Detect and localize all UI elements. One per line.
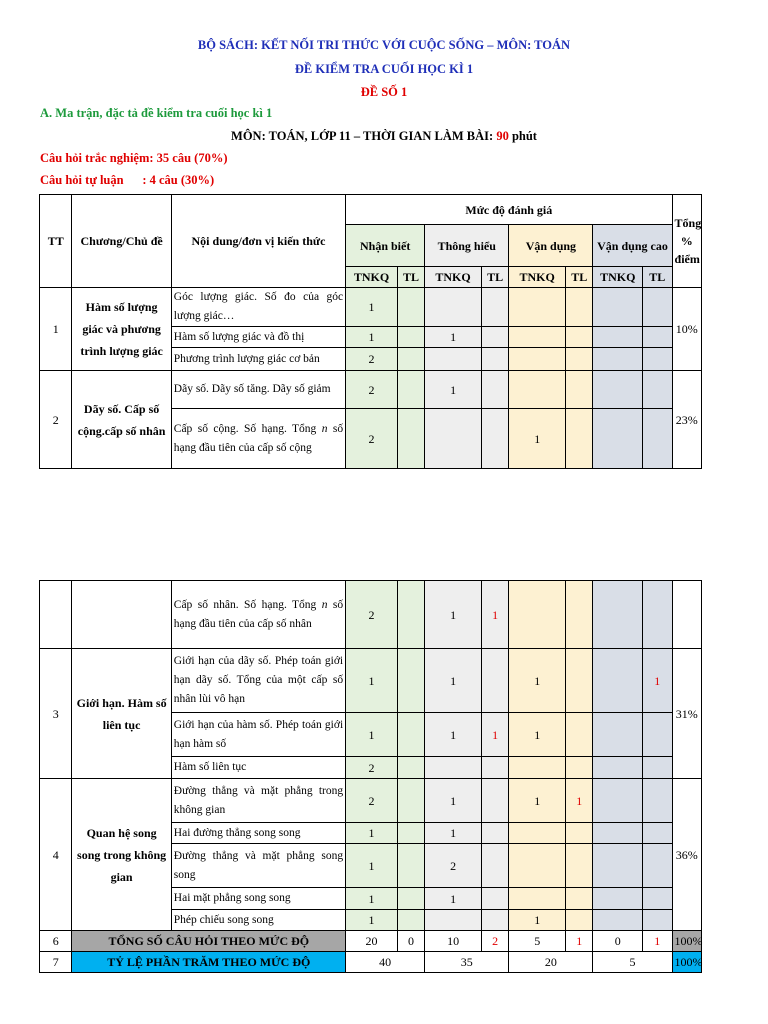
ratio-nb: 40 — [346, 952, 425, 973]
cell-empty — [566, 409, 593, 469]
content-part: số hạng đầu tiên của cấp số nhân — [173, 598, 344, 630]
cell-empty — [509, 348, 566, 371]
cell-empty — [397, 888, 424, 910]
cell-empty — [481, 409, 508, 469]
cell-empty — [509, 823, 566, 844]
minutes-unit: phút — [511, 129, 537, 143]
cell-vd: 1 — [509, 713, 566, 757]
table-row — [40, 288, 702, 327]
cell-nb: 1 — [346, 288, 398, 327]
matrix-table-page1 — [39, 194, 702, 469]
cell-nb: 2 — [346, 348, 398, 371]
cell-empty — [397, 288, 424, 327]
cell-empty — [643, 581, 672, 649]
cell-empty — [397, 757, 424, 779]
cell-empty — [397, 713, 424, 757]
cell-empty — [481, 371, 508, 409]
cell-empty — [566, 757, 593, 779]
cell-th: 2 — [425, 844, 482, 888]
cell-empty — [643, 823, 672, 844]
cell-empty — [397, 823, 424, 844]
cell-empty — [643, 288, 672, 327]
cell-empty — [397, 910, 424, 931]
cell-empty — [593, 757, 643, 779]
cell-empty — [481, 844, 508, 888]
th-tnkq: TNKQ — [425, 267, 482, 288]
exam-minutes: 90 — [496, 129, 509, 143]
level-vdc: Vận dụng cao — [593, 225, 672, 267]
ratio-pct: 100% — [672, 952, 702, 973]
cell-empty — [643, 844, 672, 888]
cell-th: 1 — [425, 823, 482, 844]
table-row — [40, 581, 702, 649]
total-vdc-tl: 1 — [643, 931, 672, 952]
cell-vd: 1 — [509, 409, 566, 469]
cell-empty — [593, 779, 643, 823]
ratio-vdc: 5 — [593, 952, 672, 973]
cell-empty — [643, 910, 672, 931]
cell-empty — [509, 844, 566, 888]
cell-empty — [672, 581, 702, 649]
cell-empty — [425, 757, 482, 779]
total-th-tnkq: 10 — [425, 931, 482, 952]
cell-empty — [509, 288, 566, 327]
cell-empty — [481, 757, 508, 779]
row-content: Đường thẳng và mặt phẳng song song — [171, 844, 345, 888]
vd-tl: TL — [566, 267, 593, 288]
total-label: TỔNG SỐ CÂU HỎI THEO MỨC ĐỘ — [72, 931, 346, 952]
row-total: 36% — [672, 779, 702, 931]
content-part: Cấp số cộng. Số hạng. Tổng — [173, 422, 322, 435]
cell-empty — [566, 371, 593, 409]
cell-nb: 1 — [346, 327, 398, 348]
cell-empty — [40, 581, 72, 649]
cell-nb: 2 — [346, 409, 398, 469]
cell-nb: 1 — [346, 649, 398, 713]
cell-empty — [397, 649, 424, 713]
row-content: Giới hạn của dãy số. Phép toán giới hạn dãy số. Tổng của một cấp số nhân lùi vô hạn — [171, 649, 345, 713]
cell-empty — [481, 327, 508, 348]
row-tt: 7 — [40, 952, 72, 973]
total-vd-tnkq: 5 — [509, 931, 566, 952]
subject-line — [0, 129, 768, 144]
matrix-table-page2 — [39, 580, 702, 973]
cell-th: 1 — [425, 779, 482, 823]
cell-empty — [509, 581, 566, 649]
cell-empty — [643, 779, 672, 823]
cell-th: 1 — [425, 327, 482, 348]
row-content: Dãy số. Dãy số tăng. Dãy số giảm — [171, 371, 345, 409]
cell-th-tl: 1 — [481, 713, 508, 757]
exam-number: ĐỀ SỐ 1 — [360, 85, 408, 99]
cell-empty — [509, 888, 566, 910]
cell-nb: 1 — [346, 713, 398, 757]
cell-empty — [509, 371, 566, 409]
cell-empty — [397, 327, 424, 348]
table-row — [40, 371, 702, 409]
cell-vdc-tl: 1 — [643, 649, 672, 713]
col-level: Mức độ đánh giá — [346, 195, 672, 225]
row-content: Phương trình lượng giác cơ bản — [171, 348, 345, 371]
row-total: 10% — [672, 288, 701, 371]
total-vd-tl: 1 — [566, 931, 593, 952]
cell-empty — [397, 409, 424, 469]
row-chapter: Dãy số. Cấp số cộng.cấp số nhân — [72, 371, 171, 469]
cell-empty — [425, 409, 482, 469]
row-content: Giới hạn của hàm số. Phép toán giới hạn hàm số — [171, 713, 345, 757]
cell-nb: 1 — [346, 910, 398, 931]
cell-nb: 1 — [346, 844, 398, 888]
ratio-row — [40, 952, 702, 973]
total-vdc-tnkq: 0 — [593, 931, 643, 952]
ratio-label: TỶ LỆ PHẦN TRĂM THEO MỨC ĐỘ — [72, 952, 346, 973]
row-chapter: Hàm số lượng giác và phương trình lượng giác — [72, 288, 171, 371]
total-nb-tnkq: 20 — [346, 931, 398, 952]
cell-th: 1 — [425, 581, 482, 649]
cell-th: 1 — [425, 371, 482, 409]
row-chapter: Giới hạn. Hàm số liên tục — [72, 649, 171, 779]
cell-empty — [593, 371, 643, 409]
cell-empty — [593, 581, 643, 649]
cell-empty — [425, 288, 482, 327]
cell-empty — [566, 888, 593, 910]
cell-empty — [593, 713, 643, 757]
vd-tnkq: TNKQ — [509, 267, 566, 288]
th-tl: TL — [481, 267, 508, 288]
cell-empty — [566, 713, 593, 757]
cell-empty — [566, 327, 593, 348]
cell-empty — [643, 713, 672, 757]
cell-empty — [566, 348, 593, 371]
cell-empty — [481, 888, 508, 910]
table-row — [40, 779, 702, 823]
level-th: Thông hiểu — [425, 225, 509, 267]
cell-empty — [593, 327, 643, 348]
col-content: Nội dung/đơn vị kiến thức — [171, 195, 345, 288]
nb-tnkq: TNKQ — [346, 267, 398, 288]
cell-empty — [509, 327, 566, 348]
cell-nb: 2 — [346, 371, 398, 409]
cell-th: 1 — [425, 649, 482, 713]
cell-empty — [397, 371, 424, 409]
cell-empty — [509, 757, 566, 779]
mcq-count: Câu hỏi trắc nghiệm: 35 câu (70%) — [40, 151, 228, 165]
total-pct: 100% — [672, 931, 702, 952]
row-content: Phép chiếu song song — [171, 910, 345, 931]
cell-empty — [397, 779, 424, 823]
cell-empty — [481, 348, 508, 371]
row-content: Hàm số lượng giác và đồ thị — [171, 327, 345, 348]
row-total: 23% — [672, 371, 701, 469]
cell-empty — [593, 649, 643, 713]
cell-empty — [566, 581, 593, 649]
cell-empty — [481, 910, 508, 931]
cell-empty — [481, 779, 508, 823]
cell-nb: 2 — [346, 757, 398, 779]
cell-th-tl: 1 — [481, 581, 508, 649]
cell-empty — [72, 581, 171, 649]
cell-empty — [481, 649, 508, 713]
cell-empty — [566, 910, 593, 931]
cell-empty — [566, 823, 593, 844]
cell-empty — [593, 288, 643, 327]
cell-empty — [397, 844, 424, 888]
subject-prefix: MÔN: TOÁN, LỚP 11 – THỜI GIAN LÀM BÀI: — [231, 129, 494, 143]
row-chapter: Quan hệ song song trong không gian — [72, 779, 171, 931]
cell-empty — [566, 844, 593, 888]
cell-empty — [593, 348, 643, 371]
level-nb: Nhận biết — [346, 225, 425, 267]
cell-vd: 1 — [509, 910, 566, 931]
cell-nb: 1 — [346, 823, 398, 844]
cell-nb: 1 — [346, 888, 398, 910]
cell-th: 1 — [425, 713, 482, 757]
row-total: 31% — [672, 649, 702, 779]
content-var: n — [321, 598, 328, 611]
cell-empty — [397, 581, 424, 649]
ratio-th: 35 — [425, 952, 509, 973]
row-content — [171, 581, 345, 649]
vdc-tl: TL — [643, 267, 672, 288]
col-total-pct: Tổng % điểm — [672, 195, 701, 288]
cell-empty — [481, 288, 508, 327]
content-part: số hạng đầu tiên của cấp số cộng — [173, 422, 344, 454]
cell-empty — [593, 888, 643, 910]
essay-count: Câu hỏi tự luận : 4 câu (30%) — [40, 173, 215, 187]
row-content: Đường thẳng và mặt phẳng trong không gian — [171, 779, 345, 823]
total-th-tl: 2 — [481, 931, 508, 952]
cell-th: 1 — [425, 888, 482, 910]
vdc-tnkq: TNKQ — [593, 267, 643, 288]
cell-empty — [481, 823, 508, 844]
cell-empty — [593, 910, 643, 931]
cell-empty — [566, 288, 593, 327]
cell-vd: 1 — [509, 779, 566, 823]
row-content: Góc lượng giác. Số đo của góc lượng giác… — [171, 288, 345, 327]
nb-tl: TL — [397, 267, 424, 288]
row-tt: 4 — [40, 779, 72, 931]
col-chapter: Chương/Chủ đề — [72, 195, 171, 288]
table-row — [40, 649, 702, 713]
level-vd: Vận dụng — [509, 225, 593, 267]
cell-empty — [593, 844, 643, 888]
row-content: Hai đường thẳng song song — [171, 823, 345, 844]
row-tt: 1 — [40, 288, 72, 371]
cell-nb: 2 — [346, 581, 398, 649]
cell-empty — [566, 649, 593, 713]
exam-title: ĐỀ KIỂM TRA CUỐI HỌC KÌ 1 — [294, 62, 474, 76]
cell-vd-tl: 1 — [566, 779, 593, 823]
row-tt: 6 — [40, 931, 72, 952]
cell-empty — [425, 910, 482, 931]
cell-empty — [425, 348, 482, 371]
row-tt: 2 — [40, 371, 72, 469]
cell-empty — [643, 409, 672, 469]
row-content: Hàm số liên tục — [171, 757, 345, 779]
content-var: n — [321, 422, 328, 435]
section-a-heading: A. Ma trận, đặc tả đề kiểm tra cuối học kì 1 — [40, 106, 273, 120]
cell-empty — [593, 409, 643, 469]
cell-vd: 1 — [509, 649, 566, 713]
cell-empty — [643, 348, 672, 371]
cell-empty — [643, 327, 672, 348]
book-title: BỘ SÁCH: KẾT NỐI TRI THỨC VỚI CUỘC SỐNG – MÔN: TOÁN — [197, 38, 571, 52]
content-part: Cấp số nhân. Số hạng. Tổng — [173, 598, 322, 611]
total-nb-tl: 0 — [397, 931, 424, 952]
row-tt: 3 — [40, 649, 72, 779]
cell-empty — [643, 371, 672, 409]
row-content: Hai mặt phẳng song song — [171, 888, 345, 910]
row-content — [171, 409, 345, 469]
total-row — [40, 931, 702, 952]
cell-empty — [397, 348, 424, 371]
cell-empty — [593, 823, 643, 844]
cell-empty — [643, 757, 672, 779]
col-tt: TT — [40, 195, 72, 288]
ratio-vd: 20 — [509, 952, 593, 973]
cell-empty — [643, 888, 672, 910]
cell-nb: 2 — [346, 779, 398, 823]
